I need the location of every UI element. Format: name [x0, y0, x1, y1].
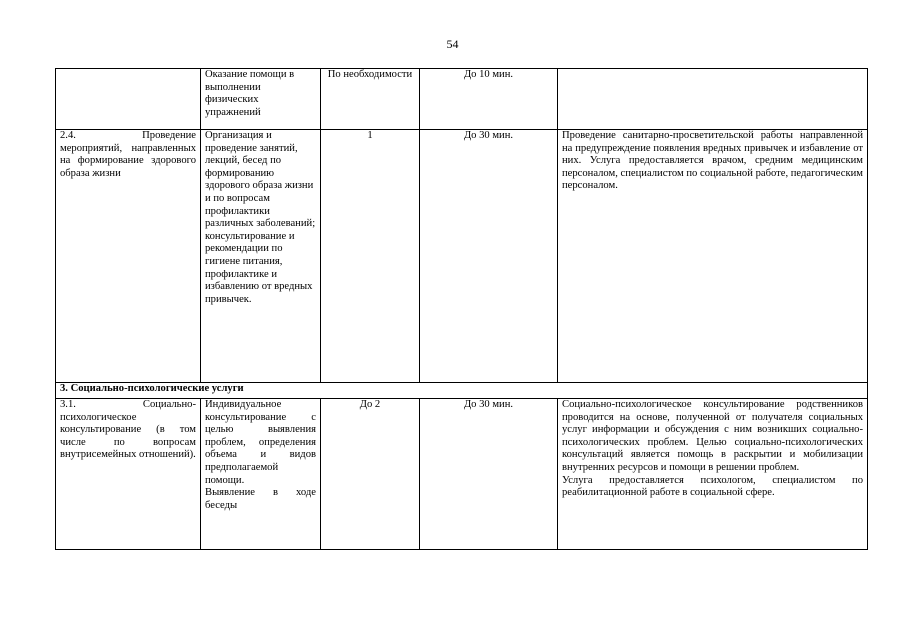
section-heading: 3. Социально-психологические услуги	[56, 383, 868, 399]
service-name-cell: 2.4. Проведение мероприятий, направленных на формирование здорового образа жизни	[56, 130, 201, 383]
service-description-cell: Оказание помощи в выполнении физических упражнений	[201, 69, 321, 130]
notes-cell	[558, 399, 868, 550]
frequency-cell: 1	[321, 130, 420, 383]
notes-cell: Проведение санитарно-просветительской работы направленной на предупреждение появления вредных привычек и избавление от них. Услуга предоставляется врачом, средним медицинским персоналом, специалистом по социальной работе, педагогическим персоналом.	[558, 130, 868, 383]
table-row	[56, 69, 868, 130]
notes-paragraph: Социально-психологическое консультирование родственников проводится на основе, полученной от получателя социальных услуг информации и обсуждения с ним возникших социально-психологических проблем. Целью социально-психологических консультаций является помощь в раскрытии и мобилизации внутренних ресурсов и помощи в решении проблем.	[562, 399, 863, 473]
services-table	[55, 68, 868, 550]
description-paragraph: Индивидуальное консультирование с целью выявления проблем, определения объема и видов предполагаемой помощи.	[205, 399, 316, 486]
service-name-cell: 3.1. Социально-психологическое консультирование (в том числе по вопросам внутрисемейных отношений).	[56, 399, 201, 550]
frequency-cell: По необходимости	[321, 69, 420, 130]
duration-cell: До 30 мин.	[420, 130, 558, 383]
duration-cell: До 10 мин.	[420, 69, 558, 130]
page-number: 54	[446, 37, 459, 51]
table-row	[56, 130, 868, 383]
duration-cell: До 30 мин.	[420, 399, 558, 550]
frequency-cell: До 2	[321, 399, 420, 550]
table-row	[56, 399, 868, 550]
notes-paragraph: Услуга предоставляется психологом, специалистом по реабилитационной работе в социальной сфере.	[562, 474, 863, 499]
notes-cell	[558, 69, 868, 130]
description-paragraph: Выявление в ходе беседы	[205, 487, 316, 511]
service-description-cell	[201, 399, 321, 550]
section-heading-row	[56, 383, 868, 399]
service-name-cell	[56, 69, 201, 130]
service-description-cell: Организация и проведение занятий, лекций, бесед по формированию здорового образа жизни и по вопросам профилактики различных заболеваний; консультирование и рекомендации по гигиене питания, профилактике и избавлению от вредных привычек.	[201, 130, 321, 383]
